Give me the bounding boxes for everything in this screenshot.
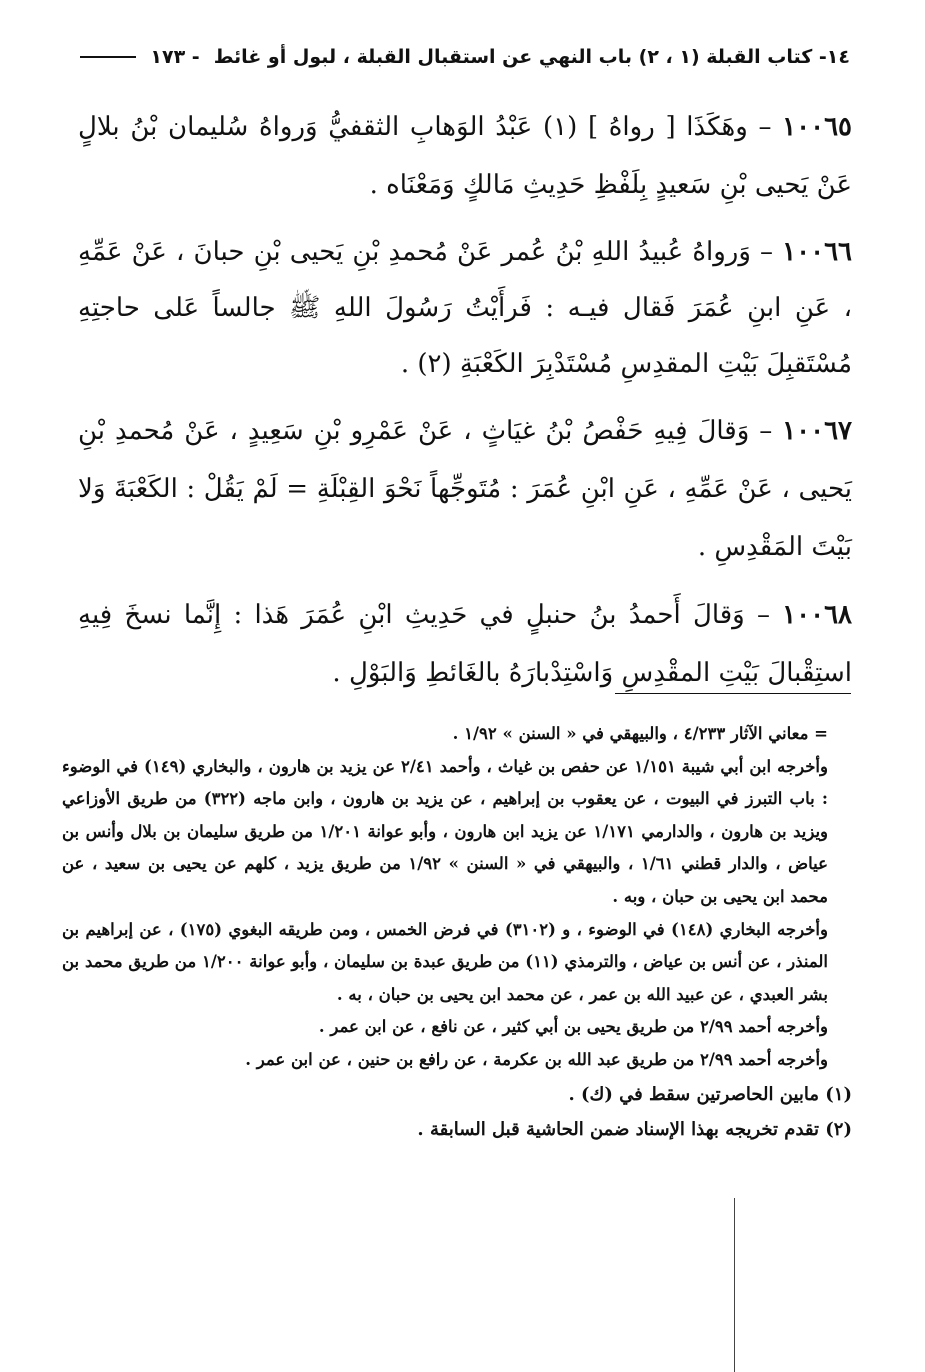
hadith-text: – وَقالَ فِيهِ حَفْصُ بْنُ غيَاثٍ ، عَنْ عَمْرِو بْنِ سَعِيدٍ ، عَنْ مُحمدِ بْنِ يَحيى ، عَنْ عَمِّهِ ، عَنِ ابْنِ عُمَرَ : مُتَوجِّهاً نَحْوَ القِبْلَةِ = لَمْ يَقُلْ : الكَعْبَةَ وَلا بَيْتَ المَقْدِسِ . xyxy=(78,416,852,562)
footnote-2: (٢) تقدم تخريجه بهذا الإسناد ضمن الحاشية قبل السابقة . xyxy=(417,1118,852,1140)
hadith-paragraph xyxy=(78,586,852,702)
main-text xyxy=(78,98,852,712)
scan-artifact-line xyxy=(734,1198,735,1372)
hadith-paragraph xyxy=(78,402,852,576)
header-rule xyxy=(80,56,136,58)
hadith-text: – وَقالَ أَحمدُ بنُ حنبلٍ في حَدِيثِ ابْنِ عُمَرَ هَذا : إِنَّما نسخَ فِيهِ استِقْبالَ بَيْتِ المقْدِسِ وَاسْتِدْبارَهُ بالغَائطِ وَالبَوْلِ . xyxy=(78,600,852,688)
hadith-paragraph xyxy=(78,98,852,214)
note-paragraph: وأخرجه البخاري (١٤٨) في الوضوء ، و (٣١٠٢) في فرض الخمس ، ومن طريقه البغوي (١٧٥) ، عن إبراهيم بن المنذر ، عن أنس بن عياض ، والترمذي (١١) من طريق عبدة بن سليمان ، وأبو عوانة ١/٢٠٠ من طريق محمد بن بشر العبدي ، عن عبيد الله بن عمر ، عن محمد ابن يحيى بن حبان ، به . xyxy=(62,919,829,1004)
footnote-separator xyxy=(615,693,851,694)
running-header xyxy=(80,40,850,74)
hadith-number: ١٠٠٦٧ xyxy=(782,416,852,446)
hadith-number: ١٠٠٦٨ xyxy=(782,600,852,630)
note-paragraph: وأخرجه أحمد ٢/٩٩ من طريق عبد الله بن عكرمة ، عن رافع بن حنين ، عن ابن عمر . xyxy=(245,1049,828,1069)
footnote-1: (١) مابين الحاصرتين سقط في (ك) . xyxy=(568,1083,852,1105)
note-paragraph: وأخرجه ابن أبي شيبة ١/١٥١ عن حفص بن غياث ، وأحمد ٢/٤١ عن يزيد بن هارون ، والبخاري (١٤٩) في الوضوء : باب التبرز في البيوت ، عن يعقوب بن إبراهيم ، عن يزيد بن هارون ، وابن ماجه (٣٢٢) من طريق الأوزاعي ويزيد بن هارون ، والدارمي ١/١٧١ عن يزيد ابن هارون ، وأبو عوانة ١/٢٠١ من طريق سليمان بن بلال وأنس بن عياض ، والدار قطني ١/٦١ ، والبيهقي في « السنن » ١/٩٢ من طريق يزيد ، كلهم عن يحيى بن سعيد ، عن محمد ابن يحيى بن حبان ، وبه . xyxy=(62,756,829,906)
header-title: ١٤- كتاب القبلة (١ ، ٢) باب النهي عن استقبال القبلة ، لبول أو غائط xyxy=(213,46,850,68)
hadith-text: – وهَكَذَا [ رواهُ ] (١) عَبْدُ الوَهابِ الثقفيُّ وَرواهُ سُليمان بْنُ بلالٍ عَنْ يَحيى بْنِ سَعيدٍ بِلَفْظِ حَدِيثِ مَالكٍ وَمَعْنَاه . xyxy=(78,112,852,200)
note-line: = معاني الآثار ٤/٢٣٣ ، والبيهقي في « السنن » ١/٩٢ . xyxy=(452,724,828,743)
page-number: - ١٧٣ xyxy=(150,46,200,68)
hadith-number: ١٠٠٦٦ xyxy=(782,237,852,267)
hadith-paragraph xyxy=(78,224,852,392)
hadith-number: ١٠٠٦٥ xyxy=(782,112,852,142)
footnotes-section xyxy=(62,718,852,1147)
hadith-text: – وَرواهُ عُبيدُ اللهِ بْنُ عُمر عَنْ مُحمدِ بْنِ يَحيى بْنِ حبانَ ، عَنْ عَمِّهِ ، عَنِ ابنِ عُمَرَ فَقال فيـه : فَرأَيْتُ رَسُولَ اللهِ ﷺ جالساً عَلى حاجتِهِ مُسْتَقبِلَ بَيْتِ المقدِسِ مُسْتَدْبِرَ الكَعْبَةِ (٢) . xyxy=(78,237,852,379)
note-paragraph: وأخرجه أحمد ٢/٩٩ من طريق يحيى بن أبي كثير ، عن نافع ، عن ابن عمر . xyxy=(318,1017,828,1037)
